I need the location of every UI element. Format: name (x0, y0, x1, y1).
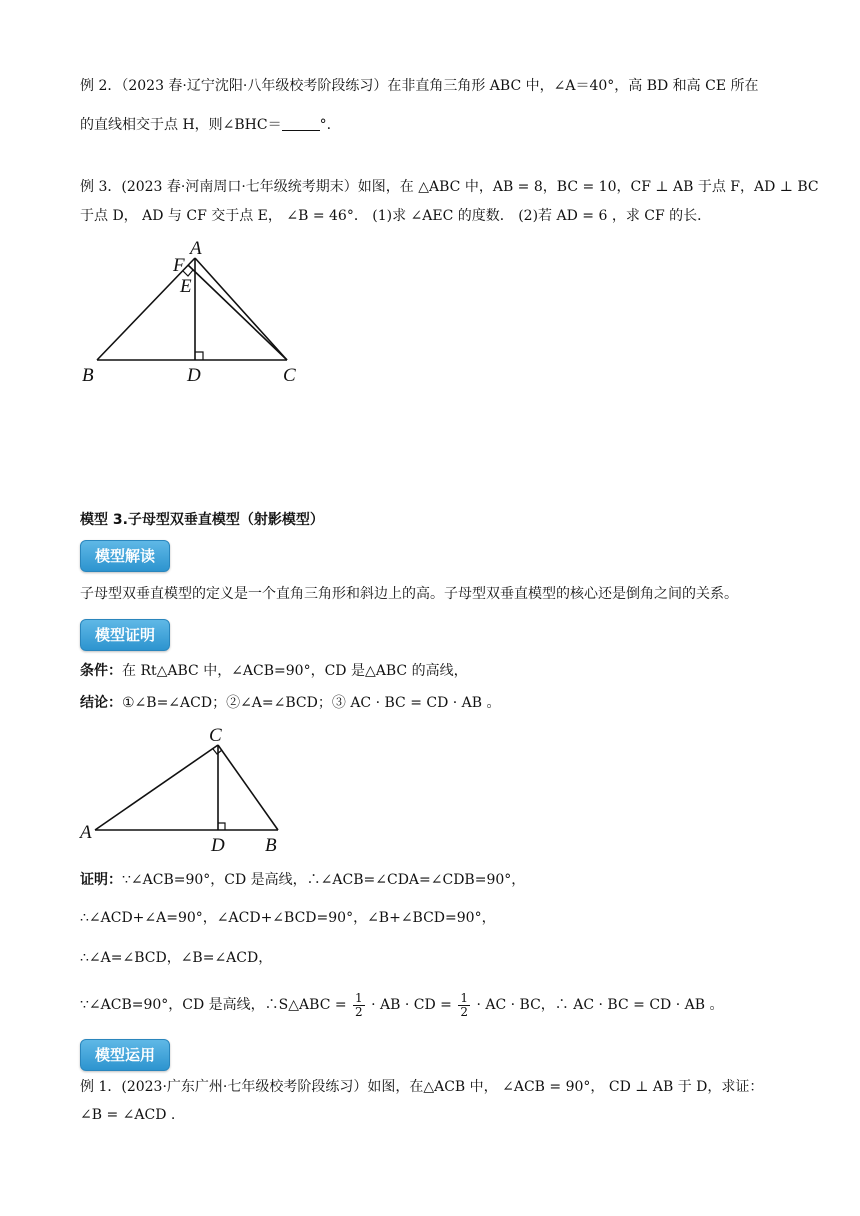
ex2-line-1: 例 2．（2023 春·辽宁沈阳·八年级校考阶段练习）在非直角三角形 ABC 中，∠A＝40°，高 BD 和高 CE 所在 (80, 78, 759, 94)
model3-definition: 子母型双垂直模型的定义是一个直角三角形和斜边上的高。子母型双垂直模型的核心还是倒角之间的关系。 (80, 586, 738, 602)
proof-line-2: ∴∠ACD+∠A=90°，∠ACD+∠BCD=90°，∠B+∠BCD=90°， (80, 910, 496, 926)
use-example-line-2: ∠B = ∠ACD . (80, 1107, 176, 1123)
proof-line-4 (80, 990, 723, 1020)
label-d-model: D (211, 835, 225, 856)
badge-model-use: 模型运用 (80, 1039, 170, 1071)
ex2-line-2b: °. (319, 117, 332, 133)
fraction-half-2: $\frac{1}{2}$ (460, 990, 469, 1019)
badge-model-proof: 模型证明 (80, 619, 170, 651)
right-angle-mark-d-model (218, 823, 225, 830)
proof-text-4b: · AB · CD = (371, 997, 452, 1013)
right-angle-mark-d (195, 352, 203, 360)
label-e: E (180, 276, 192, 297)
use-example-line-1: 例 1．(2023·广东广州·七年级校考阶段练习）如图，在△ACB 中， ∠ACB = 90°， CD ⊥ AB 于 D，求证： (80, 1079, 764, 1095)
badge-model-read: 模型解读 (80, 540, 170, 572)
proof-text-1: ∵∠ACB=90°，CD 是高线，∴∠ACB=∠CDA=∠CDB=90°， (122, 872, 526, 888)
proof-line-1 (80, 870, 525, 890)
segment-cb-model (218, 745, 278, 830)
segment-cf (188, 265, 287, 360)
proof-label: 证明： (80, 872, 122, 888)
proof-line-3: ∴∠A=∠BCD，∠B=∠ACD， (80, 950, 273, 966)
fraction-half-1: $\frac{1}{2}$ (355, 990, 363, 1019)
label-c-model: C (209, 725, 222, 746)
proof-text-4c: · AC · BC，∴ AC · BC = CD · AB 。 (476, 997, 724, 1013)
label-f: F (173, 255, 185, 276)
proof-text-4a: ∵∠ACB=90°，CD 是高线，∴S△ABC = (80, 997, 347, 1013)
label-b: B (82, 365, 94, 386)
conclusion-label: 结论： (80, 695, 122, 711)
ex2-line-2a: 的直线相交于点 H，则∠BHC＝ (80, 117, 282, 133)
label-a: A (190, 238, 202, 259)
conclusion-line (80, 693, 501, 713)
condition-line (80, 661, 468, 681)
ex3-line-1: 例 3．(2023 春·河南周口·七年级统考期末）如图，在 △ABC 中，AB = 8，BC = 10，CF ⊥ AB 于点 F，AD ⊥ BC (80, 179, 819, 195)
condition-label: 条件： (80, 663, 122, 679)
conclusion-text: ①∠B=∠ACD；②∠A=∠BCD；③ AC · BC = CD · AB 。 (122, 695, 501, 711)
model3-title: 模型 3.子母型双垂直模型（射影模型） (80, 512, 324, 528)
segment-ac-model (95, 745, 218, 830)
label-a-model: A (80, 822, 92, 843)
ex3-line-2: 于点 D， AD 与 CF 交于点 E， ∠B = 46°． (1)求 ∠AEC 的度数． (2)若 AD = 6 ，求 CF 的长． (80, 208, 712, 224)
label-d: D (187, 365, 201, 386)
segment-ac (195, 258, 287, 360)
label-c: C (283, 365, 296, 386)
label-b-model: B (265, 835, 277, 856)
condition-text: 在 Rt△ABC 中，∠ACB=90°，CD 是△ABC 的高线， (122, 663, 468, 679)
